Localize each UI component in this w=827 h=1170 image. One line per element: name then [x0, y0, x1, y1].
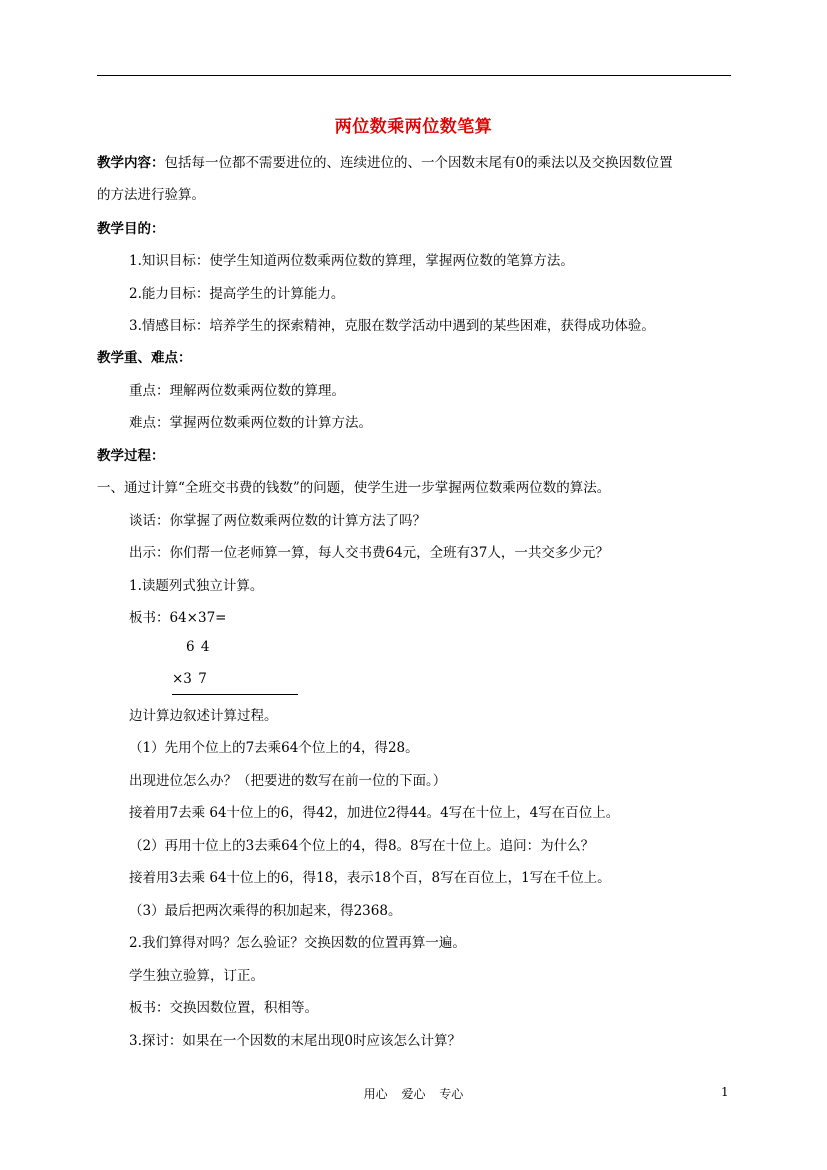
- multiplication-rule: [172, 694, 298, 695]
- content-label: 教学内容：: [97, 155, 165, 171]
- step-1: 1.读题列式独立计算。: [129, 578, 264, 594]
- step-3: 3.探讨：如果在一个因数的末尾出现0时应该怎么计算？: [129, 1033, 461, 1049]
- narrate-line: 边计算边叙述计算过程。: [129, 708, 278, 724]
- goal-2: 2.能力目标：提高学生的计算能力。: [129, 286, 345, 302]
- show-line: 出示：你们帮一位老师算一算，每人交书费64元，全班有37人，一共交多少元？: [129, 545, 609, 561]
- multiplication-bottom: ×3 7: [172, 671, 207, 687]
- talk-line: 谈话：你掌握了两位数乘两位数的计算方法了吗？: [129, 513, 426, 529]
- section-1-heading: 一、通过计算“全班交书费的钱数”的问题，使学生进一步掌握两位数乘两位数的算法。: [97, 480, 611, 496]
- process-step-2: （2）再用十位上的3去乘64个位上的4，得8。8写在十位上。追问：为什么？: [129, 838, 595, 854]
- content-text: 包括每一位都不需要进位的、连续进位的、一个因数末尾有0的乘法以及交换因数位置: [164, 155, 673, 171]
- content-line-1: [97, 151, 673, 171]
- goal-1: 1.知识目标：使学生知道两位数乘两位数的算理，掌握两位数的笔算方法。: [129, 253, 574, 269]
- page-number: 1: [721, 1085, 729, 1099]
- page-title: 两位数乘两位数笔算: [334, 117, 493, 137]
- process-step-1-next: 接着用7去乘 64十位上的6，得42，加进位2得44。4写在十位上，4写在百位上。: [129, 805, 620, 821]
- board-line-2: 板书：交换因数位置，积相等。: [129, 1000, 318, 1016]
- verify-line: 学生独立验算，订正。: [129, 968, 264, 984]
- multiplication-top: 6 4: [186, 639, 210, 655]
- process-heading: 教学过程：: [97, 448, 165, 464]
- process-step-2-next: 接着用3去乘 64十位上的6，得18，表示18个百，8写在百位上，1写在千位上。: [129, 870, 611, 886]
- page-footer: 用心 爱心 专心: [363, 1087, 464, 1101]
- key-point: 重点：理解两位数乘两位数的算理。: [129, 383, 345, 399]
- header-rule: [97, 75, 731, 76]
- keypoints-heading: 教学重、难点：: [97, 350, 192, 366]
- goal-3: 3.情感目标：培养学生的探索精神，克服在数学活动中遇到的某些困难，获得成功体验。: [129, 318, 655, 334]
- board-line-1: 板书：64×37=: [129, 610, 227, 626]
- step-2: 2.我们算得对吗？怎么验证？交换因数的位置再算一遍。: [129, 935, 466, 951]
- content-line-2: 的方法进行验算。: [97, 187, 205, 203]
- difficult-point: 难点：掌握两位数乘两位数的计算方法。: [129, 415, 372, 431]
- goals-heading: 教学目的：: [97, 221, 165, 237]
- carry-question: 出现进位怎么办？（把要进的数写在前一位的下面。）: [129, 773, 447, 789]
- process-step-3: （3）最后把两次乘得的积加起来，得2368。: [129, 903, 402, 919]
- process-step-1: （1）先用个位上的7去乘64个位上的4，得28。: [129, 740, 419, 756]
